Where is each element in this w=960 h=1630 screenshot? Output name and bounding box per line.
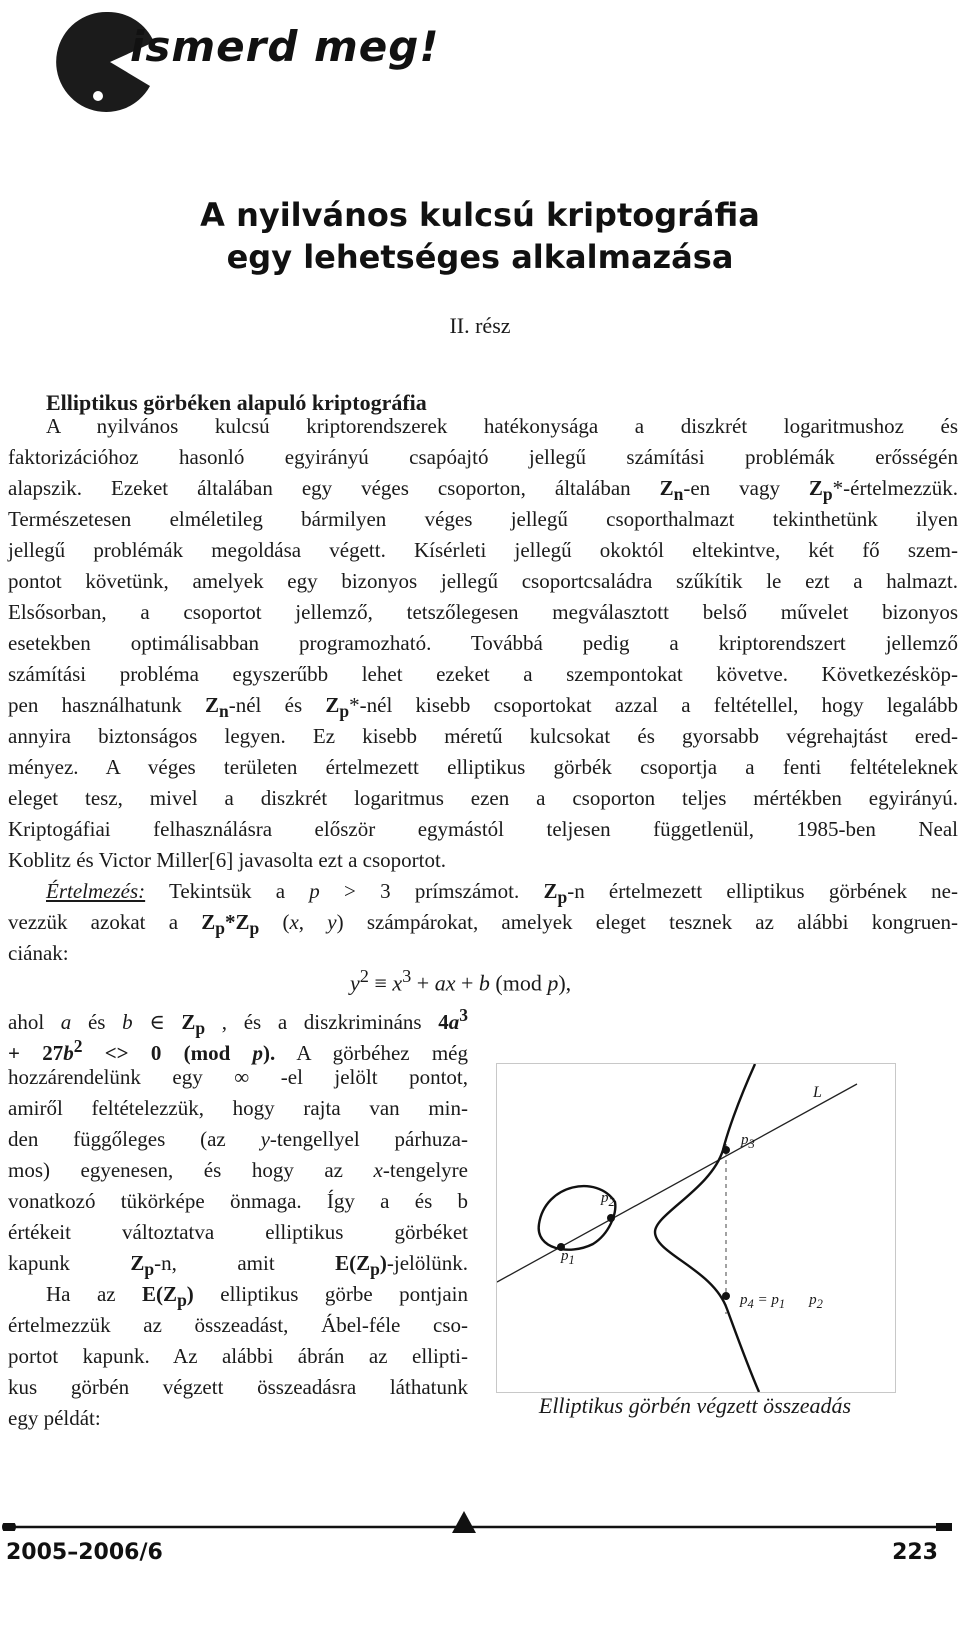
article-title-line1: A nyilvános kulcsú kriptográfia [200,196,760,234]
label-p2: $p_2$ [601,1190,615,1209]
left-col-line4: amiről feltételezzük, hogy rajta van min- [8,1096,468,1120]
point-p2 [607,1214,615,1222]
para1-line13: eleget tesz, mivel a diszkrét logaritmus ezen a csoporton teljes mértékben egyirányú. [8,786,958,810]
section-heading: Elliptikus görbéken alapuló kriptográfia [46,390,427,415]
para1-line5: jellegű problémák megoldása végett. Kísérleti jellegű okoktól eltekintve, két fő szem- [8,538,958,562]
footer-dot-icon [2,1523,16,1531]
footer-triangle-icon [452,1511,476,1533]
para1-line9: számítási probléma egyszerűbb lehet ezeket a szempontokat követve. Következésköp- [8,662,958,686]
page-number: 223 [892,1540,938,1565]
left-col-line10: Ha az $E(Z_p)$ elliptikus görbe pontjain [46,1282,468,1311]
para1-line1: A nyilvános kulcsú kriptorendszerek hatékonysága a diszkrét logaritmushoz és [46,414,958,438]
footer-square-icon [936,1523,952,1531]
elliptic-curve-diagram [497,1064,895,1392]
left-col-line6: mos) egyenesen, és hogy az x-tengelyre [8,1158,468,1182]
para1-line8: esetekben optimálisabban programozható. Továbbá pedig a kriptorendszert jellemző [8,631,958,655]
label-p4-equation: $p_4 = p_1$ $p_2$ [740,1292,823,1311]
curve-branch [655,1064,759,1392]
left-col-line13: kus görbén végzett összeadásra láthatunk [8,1375,468,1399]
left-col-line7: vonatkozó tükörképe önmaga. Így a és b [8,1189,468,1213]
para1-line11: annyira biztonságos legyen. Ez kisebb méretű kulcsokat és gyorsabb végrehajtást ered- [8,724,958,748]
left-col-line9: kapunk $Z_p-n$, amit $E(Z_p)$-jelölünk. [8,1251,468,1280]
left-col-line14: egy példát: [8,1406,101,1430]
para1-line7: Elsősorban, a csoportot jellemző, tetszőlegesen megválasztott belső művelet bizonyos [8,600,958,624]
left-col-line12: portot kapunk. Az alábbi ábrán az ellipti- [8,1344,468,1368]
left-col-line8: értékeit változtatva elliptikus görbéket [8,1220,468,1244]
para1-line6: pontot követünk, amelyek egy bizonyos jellegű csoportcsaládra szűkítik le ezt a halmazt. [8,569,958,593]
label-p3: $p_3$ [741,1132,755,1151]
para1-line15: Koblitz és Victor Miller[6] javasolta ezt a csoportot. [8,848,447,872]
point-p3 [722,1146,730,1154]
definition-line3: ciának: [8,941,69,965]
label-L: L [813,1084,822,1101]
congruence-formula: $y^2 \equiv x^3$ + ax + b (mod p), [350,966,572,996]
left-col-line11: értelmezzük az összeadást, Ábel-féle cso- [8,1313,468,1337]
definition-line2: vezzük azokat a $Z_p*Z_p$ (x, y) számpárokat, amelyek eleget tesznek az alábbi kongruen- [8,910,959,939]
figure-caption: Elliptikus görbén végzett összeadás [538,1393,852,1418]
left-col-line1: ahol a és b ∈ $Z_p$ , és a diszkrimináns $4a^3$ [8,1005,468,1039]
para1-line10: pen használhatunk $Z_n$-nél és $Z_p*$-nél kisebb csoportokat azzal a feltétellel, hogy legalább [8,693,958,722]
point-p4 [722,1292,730,1300]
label-p1: $p_1$ [561,1248,575,1267]
para1-line2: faktorizációhoz hasonló egyirányú csapóajtó jellegű számítási problémák erősségén [8,445,958,469]
footer-rule [0,1523,960,1531]
article-part: II. rész [449,313,511,338]
magazine-logo-text: ismerd meg! [130,22,440,71]
left-col-line5: den függőleges (az y-tengellyel párhuza- [8,1127,468,1151]
article-title-line2: egy lehetséges alkalmazása [226,238,734,276]
definition-line1: Értelmezés: Tekintsük a p > 3 prímszámot. $Z_p-n$ értelmezett elliptikus görbének ne- [46,879,958,908]
para1-line3: alapszik. Ezeket általában egy véges csoporton, általában $Z_n-en$ vagy $Z_p*$-értelmezzük. [8,476,958,505]
elliptic-curve-figure [496,1063,896,1393]
left-col-line2: + $27b^2 <> 0$ (mod p). A görbéhez még [8,1036,468,1065]
para1-line4: Természetesen elméletileg bármilyen véges jellegű csoporthalmazt tekinthetünk ilyen [8,507,958,531]
infinity-symbol: ∞ [234,1065,250,1089]
left-col-line3: hozzárendelünk egy ∞ -el jelölt pontot, [8,1065,468,1089]
secant-line-L [497,1084,857,1282]
issue-number: 2005–2006/6 [6,1540,163,1565]
para1-line12: ményez. A véges területen értelmezett elliptikus görbék csoportja a fenti feltételeknek [8,755,958,779]
para1-line14: Kriptogáfiai felhasználásra először egymástól teljesen függetlenül, 1985-ben Neal [8,817,958,841]
